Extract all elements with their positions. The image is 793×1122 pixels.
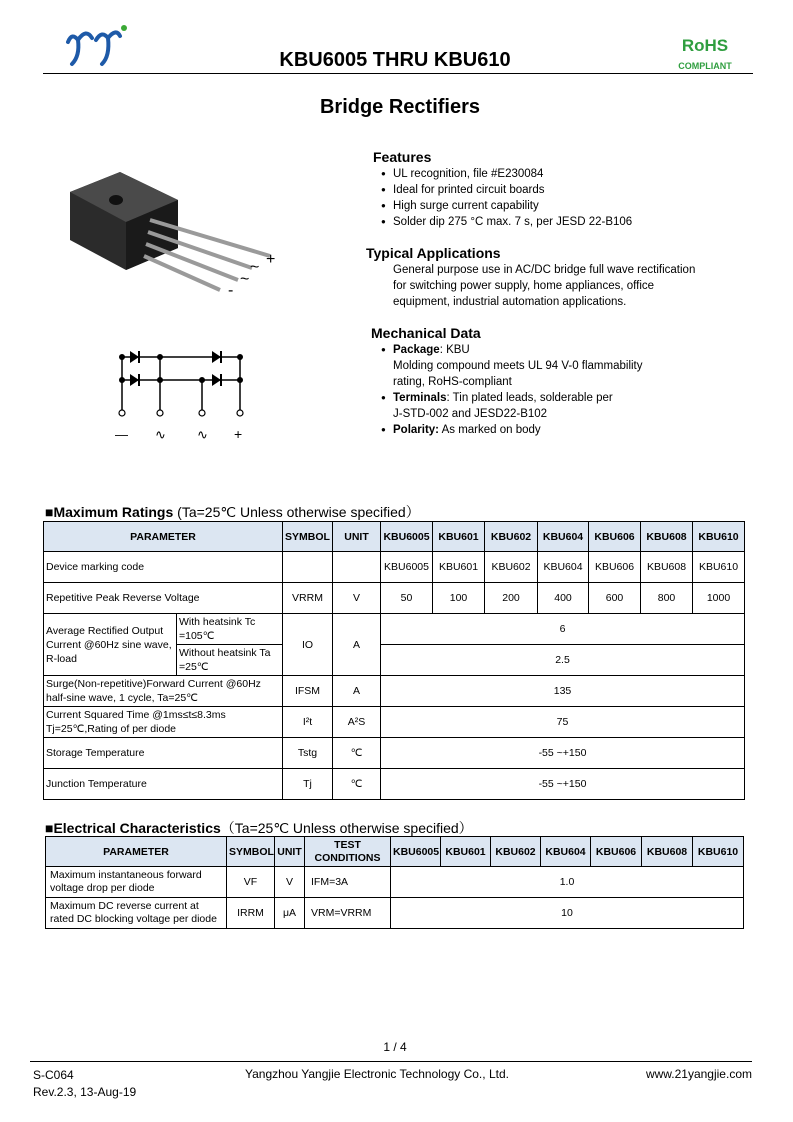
table-cell: 800 <box>641 583 693 614</box>
table-cell: ℃ <box>333 738 381 769</box>
table-cell <box>283 552 333 583</box>
column-header: KBU601 <box>433 522 485 552</box>
table-cell: IFM=3A <box>305 867 391 898</box>
footer-divider <box>30 1061 752 1062</box>
table-cell: IO <box>283 614 333 676</box>
table-cell: -55 ~+150 <box>381 738 745 769</box>
table-cell: Average Rectified Output Current @60Hz sine wave, R-load <box>44 614 177 676</box>
table-cell <box>44 707 283 738</box>
applications-line: for switching power supply, home appliances, office <box>393 280 655 292</box>
pin-plus-label: + <box>266 251 276 268</box>
table-cell: VRRM <box>283 583 333 614</box>
electrical-heading <box>45 818 473 838</box>
column-header: KBU6005 <box>391 837 441 867</box>
column-header: UNIT <box>275 837 305 867</box>
table-cell: KBU604 <box>538 552 589 583</box>
table-cell: 135 <box>381 676 745 707</box>
package-illustration <box>60 160 290 305</box>
bridge-schematic <box>108 345 258 445</box>
list-item: J-STD-002 and JESD22-B102 <box>393 408 548 420</box>
column-header: KBU606 <box>589 522 641 552</box>
column-header: PARAMETER <box>44 522 283 552</box>
rohs-compliant-label: COMPLIANT <box>678 61 732 71</box>
package-value: : KBU <box>439 344 470 356</box>
rohs-badge <box>665 36 745 71</box>
applications-heading: Typical Applications <box>366 245 501 261</box>
mechanical-heading: Mechanical Data <box>371 325 481 341</box>
table-row <box>44 614 745 645</box>
list-item <box>381 422 741 438</box>
page-subtitle: Bridge Rectifiers <box>319 96 481 118</box>
column-header: KBU606 <box>591 837 642 867</box>
pin-minus-label: - <box>228 282 234 299</box>
footer-doc-info <box>33 1067 136 1101</box>
column-header: TEST CONDITIONS <box>305 837 391 867</box>
table-cell: 50 <box>381 583 433 614</box>
schematic-label-plus: + <box>234 426 243 442</box>
table-cell: 1.0 <box>391 867 744 898</box>
table-cell: V <box>275 867 305 898</box>
schematic-label-ac1: ∿ <box>155 428 166 443</box>
list-item: ● Ideal for printed circuit boards <box>381 182 741 198</box>
list-item: ● High surge current capability <box>381 198 741 214</box>
column-header: SYMBOL <box>283 522 333 552</box>
header-divider <box>43 73 753 74</box>
table-header-row <box>46 837 744 867</box>
list-item: rating, RoHS-compliant <box>393 376 512 388</box>
column-header: KBU604 <box>541 837 591 867</box>
electrical-title: ■Electrical Characteristics <box>45 820 221 836</box>
table-cell: Junction Temperature <box>44 769 283 800</box>
features-heading: Features <box>373 149 432 165</box>
electrical-condition: （Ta=25℃ Unless otherwise specified） <box>220 820 473 836</box>
table-cell: A <box>333 614 381 676</box>
max-ratings-heading <box>45 502 420 522</box>
i2t-param-line: Tj=25℃,Rating of per diode <box>46 723 176 735</box>
list-item <box>381 342 741 358</box>
table-cell: 6 <box>381 614 745 645</box>
table-cell: Device marking code <box>44 552 283 583</box>
table-cell: IRRM <box>227 898 275 929</box>
table-cell: 200 <box>485 583 538 614</box>
document-title: KBU6005 THRU KBU610 <box>279 49 511 71</box>
table-cell: 75 <box>381 707 745 738</box>
column-header: KBU602 <box>491 837 541 867</box>
table-row <box>44 769 745 800</box>
company-logo <box>62 22 132 70</box>
table-cell <box>333 552 381 583</box>
table-row <box>44 738 745 769</box>
company-name: Yangzhou Yangjie Electronic Technology Co., Ltd. <box>245 1067 509 1081</box>
table-cell: IFSM <box>283 676 333 707</box>
polarity-label: Polarity: <box>393 424 440 436</box>
applications-text <box>393 262 753 310</box>
package-label: Package <box>393 344 440 356</box>
table-cell: KBU6005 <box>381 552 433 583</box>
table-cell: VF <box>227 867 275 898</box>
table-cell: KBU602 <box>485 552 538 583</box>
column-header: PARAMETER <box>46 837 227 867</box>
doc-code: S-C064 <box>33 1068 74 1082</box>
doc-revision: Rev.2.3, 13-Aug-19 <box>33 1085 137 1099</box>
table-cell: Repetitive Peak Reverse Voltage <box>44 583 283 614</box>
column-header: UNIT <box>333 522 381 552</box>
table-cell: KBU610 <box>693 552 745 583</box>
table-cell: With heatsink Tc =105℃ <box>177 614 283 645</box>
page-number: 1 / 4 <box>383 1040 407 1054</box>
table-cell: KBU601 <box>433 552 485 583</box>
list-item: ● Solder dip 275 °C max. 7 s, per JESD 22-B106 <box>381 214 741 230</box>
rohs-label: RoHS <box>681 36 729 55</box>
mechanical-list <box>381 342 741 438</box>
table-cell: VRM=VRRM <box>305 898 391 929</box>
table-cell: A²S <box>333 707 381 738</box>
column-header: SYMBOL <box>227 837 275 867</box>
list-item: ● UL recognition, file #E230084 <box>381 166 741 182</box>
column-header: KBU604 <box>538 522 589 552</box>
table-cell: Without heatsink Ta =25℃ <box>177 645 283 676</box>
table-cell: Tj <box>283 769 333 800</box>
terminals-label: Terminals <box>393 392 447 404</box>
pin-ac1-label: ~ <box>250 259 260 276</box>
table-row <box>44 676 745 707</box>
table-cell: 400 <box>538 583 589 614</box>
column-header: KBU602 <box>485 522 538 552</box>
table-row <box>46 898 744 929</box>
table-cell: Maximum instantaneous forward voltage drop per diode <box>46 867 227 898</box>
table-cell: Surge(Non-repetitive)Forward Current @60Hz half-sine wave, 1 cycle, Ta=25℃ <box>44 676 283 707</box>
table-row <box>44 583 745 614</box>
column-header: KBU601 <box>441 837 491 867</box>
table-cell: 600 <box>589 583 641 614</box>
column-header: KBU6005 <box>381 522 433 552</box>
table-cell: μA <box>275 898 305 929</box>
list-item: Molding compound meets UL 94 V-0 flammability <box>393 360 643 372</box>
table-cell: Maximum DC reverse current at rated DC blocking voltage per diode <box>46 898 227 929</box>
column-header: KBU610 <box>693 522 745 552</box>
terminals-value: : Tin plated leads, solderable per <box>446 392 613 404</box>
website-link[interactable]: www.21yangjie.com <box>645 1067 752 1081</box>
table-cell: V <box>333 583 381 614</box>
max-ratings-condition: (Ta=25℃ Unless otherwise specified） <box>173 504 420 520</box>
table-row <box>44 707 745 738</box>
max-ratings-table <box>43 521 745 800</box>
max-ratings-title: ■Maximum Ratings <box>45 504 174 520</box>
table-cell: I²t <box>283 707 333 738</box>
polarity-value: As marked on body <box>439 424 541 436</box>
column-header: KBU608 <box>641 522 693 552</box>
electrical-table <box>45 836 744 929</box>
i2t-param-line: Current Squared Time @1ms≤t≤8.3ms <box>46 709 226 721</box>
table-cell: 1000 <box>693 583 745 614</box>
table-cell: -55 ~+150 <box>381 769 745 800</box>
table-row <box>46 867 744 898</box>
table-row <box>44 552 745 583</box>
features-list <box>381 166 741 230</box>
list-item <box>381 390 741 406</box>
table-cell: 2.5 <box>381 645 745 676</box>
table-header-row <box>44 522 745 552</box>
applications-line: equipment, industrial automation applications. <box>393 296 627 308</box>
table-cell: KBU606 <box>589 552 641 583</box>
applications-line: General purpose use in AC/DC bridge full wave rectification <box>393 264 696 276</box>
table-cell: Tstg <box>283 738 333 769</box>
table-cell: Storage Temperature <box>44 738 283 769</box>
pin-ac2-label: ~ <box>240 271 250 288</box>
column-header: KBU608 <box>642 837 693 867</box>
table-cell: KBU608 <box>641 552 693 583</box>
table-cell: 10 <box>391 898 744 929</box>
column-header: KBU610 <box>693 837 744 867</box>
schematic-label-ac2: ∿ <box>197 428 208 443</box>
schematic-label-minus: — <box>115 427 128 442</box>
table-cell: 100 <box>433 583 485 614</box>
table-cell: A <box>333 676 381 707</box>
table-cell: ℃ <box>333 769 381 800</box>
